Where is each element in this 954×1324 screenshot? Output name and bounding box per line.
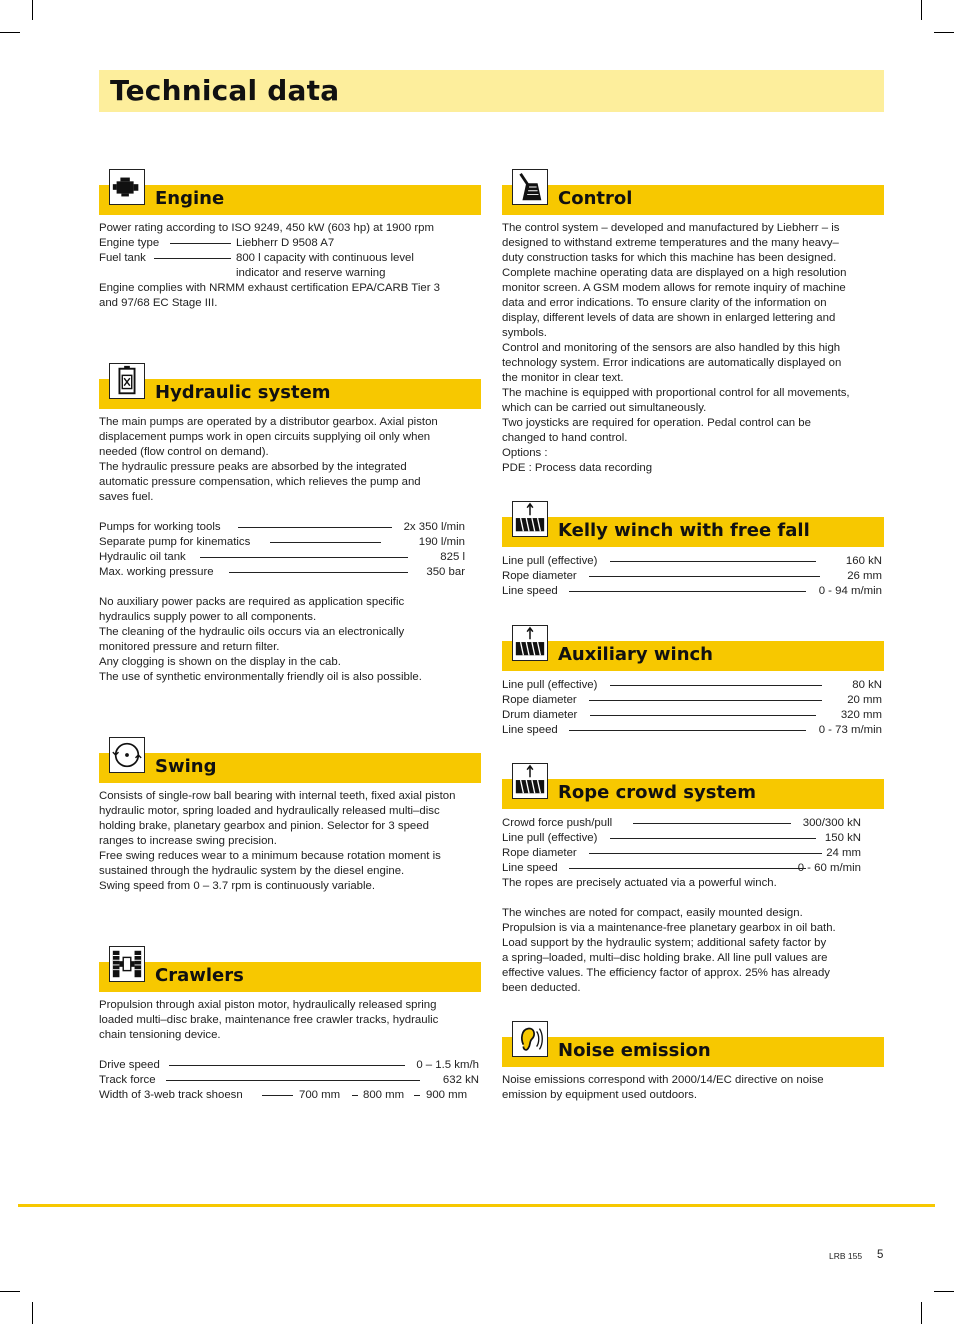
spec-value: Liebherr D 9508 A7 — [236, 237, 335, 249]
footer-rule — [18, 1204, 935, 1207]
kelly-heading: Kelly winch with free fall — [558, 520, 810, 541]
footer-model: LRB 155 — [829, 1251, 863, 1261]
spec-row — [99, 565, 465, 580]
crop-mark — [921, 1302, 922, 1324]
rope-after: The ropes are precisely actuated via a powerful winch. — [502, 877, 777, 889]
crawler-icon — [109, 946, 145, 982]
track-width-row — [99, 1088, 481, 1103]
spec-value: 0 – 1.5 km/h — [416, 1059, 479, 1071]
spec-label: Hydraulic oil tank — [99, 551, 186, 563]
engine-tank-row-cont — [99, 266, 481, 281]
paragraph-line: Complete machine operating data are displayed on a high resolution — [502, 267, 847, 279]
paragraph-line: monitored pressure and return filter. — [99, 641, 280, 653]
paragraph-line: displacement pumps work in open circuits supplying oil only when — [99, 431, 431, 443]
paragraph-line: Any clogging is shown on the display in the cab. — [99, 656, 341, 668]
engine-header — [99, 185, 481, 215]
spec-label: Line pull (effective) — [502, 832, 598, 844]
spec-label: Fuel tank — [99, 252, 146, 264]
spec-value: 26 mm — [847, 570, 882, 582]
leader-line — [569, 591, 806, 592]
control-header — [502, 185, 884, 215]
leader-line — [169, 1065, 405, 1066]
spec-value: 800 l capacity with continuous level — [236, 252, 414, 264]
spec-label: Track force — [99, 1074, 156, 1086]
spec-row — [502, 816, 861, 831]
auxiliary-heading: Auxiliary winch — [558, 644, 713, 665]
paragraph-line: sustained through the hydraulic system by the diesel engine. — [99, 865, 405, 877]
paragraph-line: The hydraulic pressure peaks are absorbed by the integrated — [99, 461, 407, 473]
rope-heading: Rope crowd system — [558, 782, 757, 803]
leader-line — [589, 700, 822, 701]
paragraph-line: Free swing reduces wear to a minimum because rotation moment is — [99, 850, 441, 862]
spec-value: 300/300 kN — [802, 817, 861, 829]
spec-label: Pumps for working tools — [99, 521, 221, 533]
spec-label: Rope diameter — [502, 847, 577, 859]
paragraph-line: designed to withstand extreme temperatures and the many heavy– — [502, 237, 839, 249]
engine-body — [99, 221, 481, 311]
spec-row — [502, 693, 882, 708]
paragraph-line: the monitor in clear text. — [502, 372, 624, 384]
crop-mark — [32, 0, 33, 20]
paragraph-line: symbols. — [502, 327, 547, 339]
paragraph-line: Consists of single-row ball bearing with internal teeth, fixed axial piston — [99, 790, 456, 802]
paragraph-line: ranges to increase swing precision. — [99, 835, 277, 847]
engine-intro: Power rating according to ISO 9249, 450 kW (603 hp) at 1900 rpm — [99, 222, 434, 234]
spec-row — [502, 846, 861, 861]
paragraph-line: The control system – developed and manufactured by Liebherr – is — [502, 222, 840, 234]
paragraph-line: The cleaning of the hydraulic oils occurs via an electronically — [99, 626, 405, 638]
leader-line — [610, 838, 816, 839]
spec-row — [502, 831, 861, 846]
swing-header — [99, 753, 481, 783]
spec-value: 0 - 73 m/min — [818, 724, 882, 736]
spec-label: Drum diameter — [502, 709, 578, 721]
noise-heading: Noise emission — [558, 1040, 711, 1061]
paragraph-line: chain tensioning device. — [99, 1029, 221, 1041]
paragraph-line: a spring–loaded, multi–disc holding brake. All line pull values are — [502, 952, 828, 964]
engine-note: and 97/68 EC Stage III. — [99, 297, 218, 309]
spec-label: Engine type — [99, 237, 160, 249]
control-body — [502, 221, 884, 476]
paragraph-line: PDE : Process data recording — [502, 462, 653, 474]
paragraph-line: saves fuel. — [99, 491, 154, 503]
spec-value: 150 kN — [824, 832, 861, 844]
spec-label: Rope diameter — [502, 694, 577, 706]
spec-row — [502, 569, 882, 584]
paragraph-line: hydraulics supply power to all components. — [99, 611, 317, 623]
spec-value: 825 l — [440, 551, 465, 563]
crawlers-body — [99, 998, 481, 1103]
paragraph-line: duty construction tasks for which this machine has been designed. — [502, 252, 837, 264]
crop-mark — [934, 32, 954, 33]
engine-heading: Engine — [155, 188, 225, 209]
paragraph-line: Propulsion is via a maintenance-free planetary gearbox in oil bath. — [502, 922, 836, 934]
spec-value: 632 kN — [442, 1074, 479, 1086]
spec-label: Line speed — [502, 724, 558, 736]
paragraph-line: changed to hand control. — [502, 432, 628, 444]
spec-value: 0 - 60 m/min — [797, 862, 861, 874]
paragraph-line: display, different levels of data are shown in enlarged lettering and — [502, 312, 836, 324]
crawlers-heading: Crawlers — [155, 965, 244, 986]
leader-line — [610, 685, 822, 686]
winch-icon — [512, 763, 548, 799]
leader-line — [229, 572, 408, 573]
spec-label: Line pull (effective) — [502, 555, 598, 567]
hydraulic-icon — [109, 363, 145, 399]
spec-value: 900 mm — [426, 1089, 468, 1101]
rope-header — [502, 779, 884, 809]
hydraulic-body — [99, 415, 481, 685]
spec-label: Crowd force push/pull — [502, 817, 613, 829]
spec-label: Line speed — [502, 585, 558, 597]
leader-line — [200, 557, 408, 558]
paragraph-line: The winches are noted for compact, easily mounted design. — [502, 907, 803, 919]
leader-line — [270, 542, 381, 543]
paragraph-line: Propulsion through axial piston motor, hydraulically released spring — [99, 999, 437, 1011]
winch-icon — [512, 501, 548, 537]
spec-row — [99, 1058, 479, 1073]
spec-label: Max. working pressure — [99, 566, 214, 578]
spec-value: 320 mm — [840, 709, 882, 721]
spec-value: 24 mm — [826, 847, 861, 859]
paragraph-line: data and error indications. To ensure clarity of the information on — [502, 297, 827, 309]
paragraph-line: automatic pressure compensation, which relieves the pump and — [99, 476, 421, 488]
leader-line — [633, 823, 791, 824]
spec-value: 800 mm — [363, 1089, 405, 1101]
hydraulic-heading: Hydraulic system — [155, 382, 331, 403]
paragraph-line: been deducted. — [502, 982, 581, 994]
kelly-header — [502, 517, 884, 547]
leader-line — [589, 576, 820, 577]
page-number: 5 — [877, 1249, 884, 1261]
spec-row — [502, 723, 882, 738]
crop-mark — [32, 1302, 33, 1324]
control-heading: Control — [558, 188, 633, 209]
paragraph-line: effective values. The efficiency factor of approx. 25% has already — [502, 967, 830, 979]
paragraph-line: The machine is equipped with proportional control for all movements, — [502, 387, 850, 399]
spec-label: Drive speed — [99, 1059, 160, 1071]
crop-mark — [934, 1291, 954, 1292]
hydraulic-header — [99, 379, 481, 409]
spec-row — [502, 861, 861, 876]
spec-row — [99, 535, 465, 550]
title-band — [99, 70, 884, 112]
auxiliary-header — [502, 641, 884, 671]
leader-line — [154, 258, 231, 259]
paragraph-line: Load support by the hydraulic system; additional safety factor by — [502, 937, 827, 949]
paragraph-line: No auxiliary power packs are required as application specific — [99, 596, 405, 608]
spec-row — [99, 520, 465, 535]
spec-value: 190 l/min — [418, 536, 465, 548]
swing-heading: Swing — [155, 756, 217, 777]
leader-line — [238, 527, 392, 528]
spec-label: Width of 3-web track shoesn — [99, 1089, 243, 1101]
paragraph-line: which can be carried out simultaneously. — [502, 402, 707, 414]
crop-mark — [0, 32, 20, 33]
noise-body — [502, 1073, 884, 1103]
paragraph-line: hydraulic motor, spring loaded and hydraulically released multi–disc — [99, 805, 440, 817]
spec-row — [502, 708, 882, 723]
paragraph-line: needed (flow control on demand). — [99, 446, 269, 458]
paragraph-line: Swing speed from 0 – 3.7 rpm is continuously variable. — [99, 880, 376, 892]
leader-line — [262, 1095, 293, 1096]
crop-mark — [921, 0, 922, 20]
spec-row — [502, 554, 882, 569]
page-title: Technical data — [110, 74, 340, 107]
spec-value: 2x 350 l/min — [403, 521, 465, 533]
spec-value: indicator and reserve warning — [236, 267, 386, 279]
spec-row — [502, 678, 882, 693]
engine-type-row — [99, 236, 481, 251]
spec-row — [99, 1073, 479, 1088]
paragraph-line: monitor screen. A GSM modem allows for remote inquiry of machine — [502, 282, 846, 294]
swing-body — [99, 789, 481, 894]
paragraph-line: Two joysticks are required for operation. Pedal control can be — [502, 417, 811, 429]
leader-line — [590, 715, 816, 716]
spec-value: 20 mm — [847, 694, 882, 706]
swing-icon — [109, 737, 145, 773]
spec-row — [502, 584, 882, 599]
spec-row — [99, 550, 465, 565]
leader-line — [589, 853, 822, 854]
spec-label: Separate pump for kinematics — [99, 536, 251, 548]
spec-label: Line speed — [502, 862, 558, 874]
crawlers-header — [99, 962, 481, 992]
paragraph-line: The main pumps are operated by a distributor gearbox. Axial piston — [99, 416, 438, 428]
spec-value: 0 - 94 m/min — [818, 585, 882, 597]
paragraph-line: emission by equipment used outdoors. — [502, 1089, 698, 1101]
leader-line — [569, 730, 806, 731]
leader-line — [170, 243, 231, 244]
paragraph-line: The use of synthetic environmentally friendly oil is also possible. — [99, 671, 422, 683]
spec-value: 80 kN — [852, 679, 882, 691]
paragraph-line: holding brake, planetary gearbox and pinion. Selector for 3 speed — [99, 820, 429, 832]
winch-icon — [512, 625, 548, 661]
leader-line — [166, 1080, 420, 1081]
ear-icon — [512, 1021, 548, 1057]
paragraph-line: Control and monitoring of the sensors are also handled by this high — [502, 342, 841, 354]
leader-line — [610, 561, 816, 562]
rope-body — [502, 816, 884, 996]
engine-icon — [109, 169, 145, 205]
leader-line — [569, 868, 806, 869]
spec-label: Line pull (effective) — [502, 679, 598, 691]
engine-tank-row — [99, 251, 481, 266]
spec-value: 350 bar — [426, 566, 465, 578]
spec-value: 700 mm — [299, 1089, 341, 1101]
engine-note: Engine complies with NRMM exhaust certification EPA/CARB Tier 3 — [99, 282, 441, 294]
noise-header — [502, 1037, 884, 1067]
leader-line — [414, 1095, 420, 1096]
paragraph-line: Noise emissions correspond with 2000/14/EC directive on noise — [502, 1074, 824, 1086]
paragraph-line: loaded multi–disc brake, maintenance free crawler tracks, hydraulic — [99, 1014, 439, 1026]
paragraph-line: technology system. Error indications are automatically displayed on — [502, 357, 842, 369]
kelly-body — [502, 554, 882, 599]
joystick-icon — [512, 169, 548, 205]
paragraph-line: Options : — [502, 447, 548, 459]
leader-line — [352, 1095, 358, 1096]
crop-mark — [0, 1291, 20, 1292]
spec-label: Rope diameter — [502, 570, 577, 582]
auxiliary-body — [502, 678, 882, 738]
spec-value: 160 kN — [845, 555, 882, 567]
